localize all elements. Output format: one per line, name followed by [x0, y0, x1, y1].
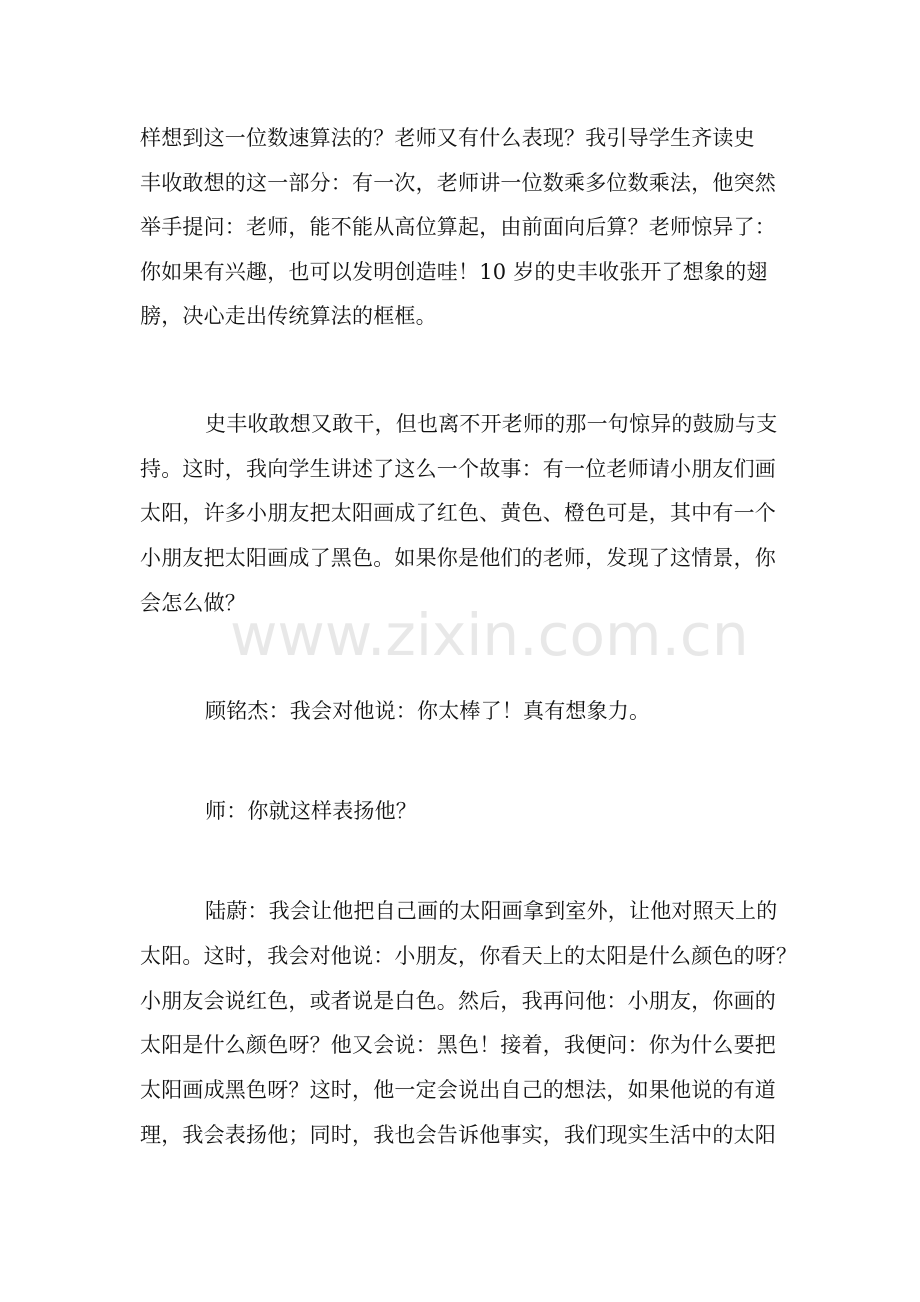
paragraph-2-line-2: 持。这时，我向学生讲述了这么一个故事：有一位老师请小朋友们画 [140, 457, 776, 481]
paragraph-3-line-1: 顾铭杰：我会对他说：你太棒了！真有想象力。 [205, 699, 651, 723]
paragraph-5-line-2: 太阳。这时，我会对他说：小朋友，你看天上的太阳是什么颜色的呀？ [140, 944, 798, 968]
watermark-text: www.zixin.com.cn [230, 601, 749, 669]
paragraph-2-line-4: 小朋友把太阳画成了黑色。如果你是他们的老师，发现了这情景，你 [140, 546, 776, 570]
paragraph-1-line-4: 你如果有兴趣，也可以发明创造哇！10 岁的史丰收张开了想象的翅 [140, 260, 768, 284]
paragraph-1-line-3: 举手提问：老师，能不能从高位算起，由前面向后算？老师惊异了： [140, 215, 776, 239]
paragraph-5-line-6: 理，我会表扬他；同时，我也会告诉他事实，我们现实生活中的太阳 [140, 1123, 776, 1147]
paragraph-5-line-3: 小朋友会说红色，或者说是白色。然后，我再问他：小朋友，你画的 [140, 989, 776, 1013]
paragraph-1-line-5: 膀，决心走出传统算法的框框。 [140, 304, 437, 328]
paragraph-5-line-5: 太阳画成黑色呀？这时，他一定会说出自己的想法，如果他说的有道 [140, 1078, 776, 1102]
paragraph-1-line-2: 丰收敢想的这一部分：有一次，老师讲一位数乘多位数乘法，他突然 [140, 171, 776, 195]
paragraph-2-line-1: 史丰收敢想又敢干，但也离不开老师的那一句惊异的鼓励与支 [205, 412, 778, 436]
paragraph-2-line-5: 会怎么做？ [140, 591, 246, 615]
paragraph-4-line-1: 师：你就这样表扬他？ [205, 799, 417, 823]
paragraph-5-line-4: 太阳是什么颜色呀？他又会说：黑色！接着，我便问：你为什么要把 [140, 1033, 776, 1057]
paragraph-2-line-3: 太阳，许多小朋友把太阳画成了红色、黄色、橙色可是，其中有一个 [140, 501, 776, 525]
paragraph-5-line-1: 陆蔚：我会让他把自己画的太阳画拿到室外，让他对照天上的 [205, 899, 778, 923]
paragraph-1-line-1: 样想到这一位数速算法的？老师又有什么表现？我引导学生齐读史 [140, 126, 755, 150]
